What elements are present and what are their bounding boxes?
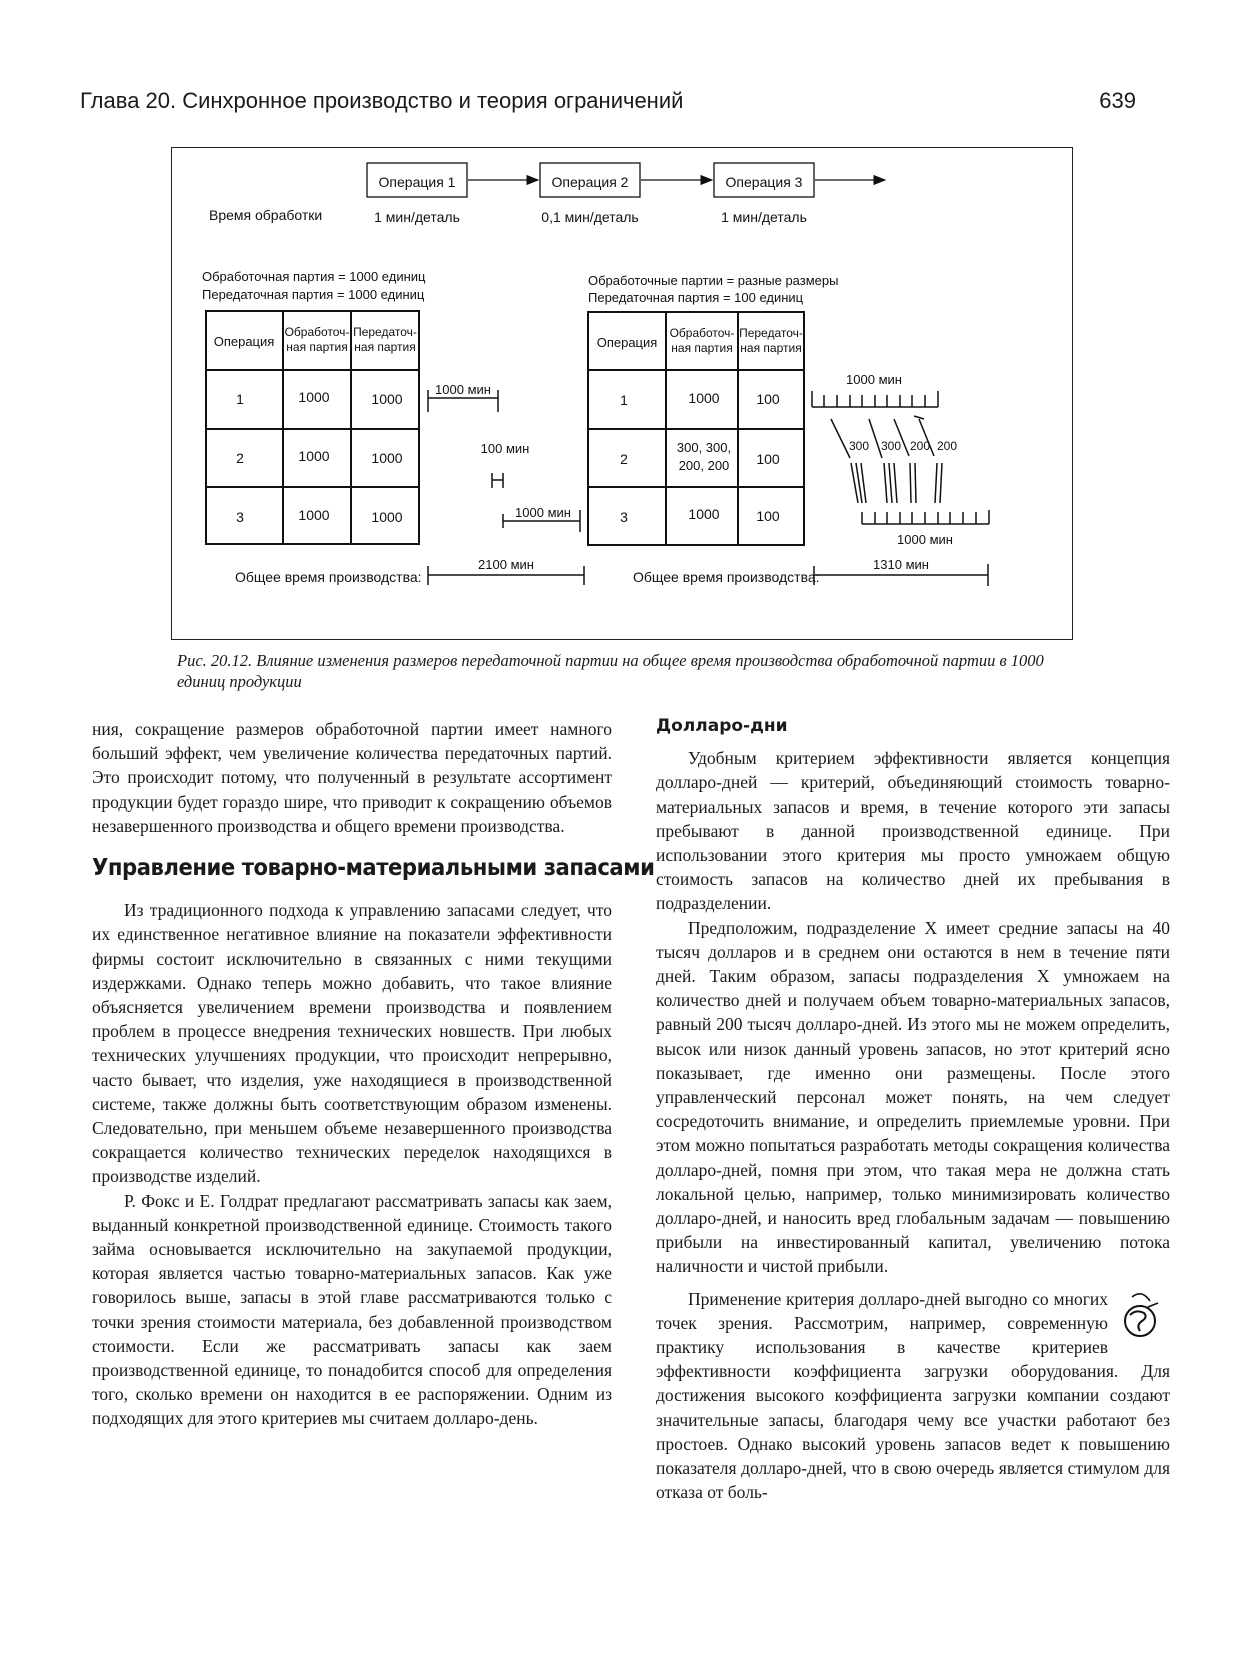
left-row-proc: 1000 xyxy=(298,448,330,464)
left-subtitle-2: Передаточная партия = 1000 единиц xyxy=(202,287,425,302)
right-bottom-comb xyxy=(862,510,989,524)
page-number: 639 xyxy=(1099,88,1136,113)
left-col-proc: Обработоч- xyxy=(284,325,350,339)
paragraph: Применение критерия долларо-дней выгодно со многих точек зрения. Рассмотрим, например, современную практику использования в качестве критериев эффективности коэффициента загрузки оборудования. Для достижения высокого коэффициента загрузки компании создают значительные запасы, благодаря чему все участки работают без простоев. Однако высокий уровень запасов ведет к повышению показателя долларо-дней, что в свою очередь является стимулом для отказа от боль- xyxy=(656,1288,1170,1503)
right-batch-4: 200 xyxy=(936,439,958,453)
right-col-operation: Операция xyxy=(596,335,658,350)
right-row-op: 1 xyxy=(620,392,628,408)
left-subtitle-1: Обработочная партия = 1000 единиц xyxy=(202,269,426,284)
right-row-proc: 300, 300, xyxy=(676,440,732,455)
globe-icon xyxy=(1118,1287,1164,1349)
left-total-label: Общее время производства: xyxy=(235,569,422,585)
right-column xyxy=(656,717,1170,1505)
right-bottom-time: 1000 мин xyxy=(897,532,953,547)
paragraph: Предположим, подразделение X имеет средние запасы на 40 тысяч долларов и в среднем они остаются в нем в течение пяти дней. Таким образом, запасы подразделения X умножаем на количество дней и получаем объем товарно-материальных запасов, равный 200 тысяч долларо-дней. Из этого мы не можем определить, высок или низок данный уровень запасов, но этот критерий ясно показывает, где именно они размещены. После этого управленческий персонал может понять, на чем следует сосредоточить внимание, и определить приемлемые уровни. При этом можно попытаться разработать методы сокращения количества долларо-дней, помня при этом, что такая мера не должна стать локальной целью, например, только минимизировать количество долларо-дней, и наносить вред глобальным задачам — повышению прибыли на инвестированный капитал, увеличению потока наличности и чистой прибыли. xyxy=(656,917,1170,1277)
right-subtitle-2: Передаточная партия = 100 единиц xyxy=(588,290,804,305)
left-row-op: 2 xyxy=(236,450,244,466)
right-row-op: 3 xyxy=(620,509,628,525)
right-row-op: 2 xyxy=(620,451,628,467)
paragraph: Р. Фокс и Е. Голдрат предлагают рассматривать запасы как заем, выданный конкретной производственной единице. Стоимость такого займа основывается исключительно на закупаемой продукции, которая является частью товарно-материальных запасов. Как уже говорилось выше, запасы в этой главе рассматриваются только с точки зрения стоимости материала, без добавленной производством стоимости. Если же рассматривать запасы как заем производственной единице, то понадобится способ для определения того, сколько времени он находится в ее распоряжении. Одним из подходящих для этого критериев мы считаем долларо-день. xyxy=(92,1190,612,1429)
left-time-3: 1000 мин xyxy=(515,505,571,520)
processing-time-3: 1 мин/деталь xyxy=(721,209,807,225)
operation-1-label: Операция 1 xyxy=(378,174,456,190)
right-col-trans: Передаточ- xyxy=(739,326,803,340)
figure-20-12 xyxy=(171,147,1073,640)
left-col-trans: ная партия xyxy=(354,340,416,354)
left-col-proc: ная партия xyxy=(286,340,348,354)
left-col-operation: Операция xyxy=(213,334,275,349)
right-row-proc: 1000 xyxy=(688,506,720,522)
left-total-value: 2100 мин xyxy=(478,557,534,572)
left-column xyxy=(92,717,655,1431)
right-subtitle-1: Обработочные партии = разные размеры xyxy=(588,273,839,288)
right-batch-1: 300 xyxy=(848,439,870,453)
left-row-proc: 1000 xyxy=(298,507,330,523)
left-row-trans: 1000 xyxy=(371,509,403,525)
left-time-1: 1000 мин xyxy=(435,382,491,397)
processing-time-2: 0,1 мин/деталь xyxy=(541,209,639,225)
subsection-heading: Долларо-дни xyxy=(656,716,788,736)
right-total-label: Общее время производства: xyxy=(633,569,820,585)
running-header-title: Глава 20. Синхронное производство и теория ограничений xyxy=(80,88,684,113)
right-batch-2: 300 xyxy=(880,439,902,453)
figure-caption: Рис. 20.12. Влияние изменения размеров передаточной партии на общее время производства обработочной партии в 1000 единиц продукции xyxy=(177,651,1044,691)
left-row-op: 1 xyxy=(236,391,244,407)
left-time-2: 100 мин xyxy=(480,441,530,456)
right-total-value: 1310 мин xyxy=(873,557,929,572)
right-row-trans: 100 xyxy=(756,391,780,407)
right-row-proc: 200, 200 xyxy=(678,458,730,473)
paragraph: ния, сокращение размеров обработочной партии имеет намного больший эффект, чем увеличение количества передаточных партий. Это происходит потому, что полученный в результате ассортимент продукции будет гораздо шире, что приводит к сокращению объемов незавершенного производства и общего времени производства. xyxy=(92,719,612,836)
processing-time-label: Время обработки xyxy=(209,207,323,223)
right-col-proc: ная партия xyxy=(671,341,733,355)
right-row-trans: 100 xyxy=(756,451,780,467)
left-row-op: 3 xyxy=(236,509,244,525)
left-row-trans: 1000 xyxy=(371,450,403,466)
section-heading: Управление товарно-материальными запасами xyxy=(92,855,655,882)
left-row-trans: 1000 xyxy=(371,391,403,407)
right-top-time: 1000 мин xyxy=(846,372,902,387)
paragraph: Удобным критерием эффективности является концепция долларо-дней — критерий, объединяющий стоимость товарно-материальных запасов и время, в течение которого эти запасы пребывают в данной производственной единице. При использовании этого критерия мы просто умножаем общую стоимость запасов на количество дней их пребывания в подразделении. xyxy=(656,748,1170,914)
right-batch-3: 200 xyxy=(909,439,931,453)
right-row-proc: 1000 xyxy=(688,390,720,406)
processing-time-1: 1 мин/деталь xyxy=(374,209,460,225)
right-row-trans: 100 xyxy=(756,508,780,524)
left-col-trans: Передаточ- xyxy=(353,325,417,339)
operation-2-label: Операция 2 xyxy=(551,174,629,190)
left-row-proc: 1000 xyxy=(298,389,330,405)
operation-3-label: Операция 3 xyxy=(725,174,803,190)
right-col-trans: ная партия xyxy=(740,341,802,355)
figure-diagram xyxy=(172,148,1074,641)
paragraph: Из традиционного подхода к управлению запасами следует, что их единственное негативное влияние на показатели эффективности фирмы состоит исключительно в связанных с ними текущими издержками. Однако теперь можно добавить, что такое влияние объясняется увеличением времени производства и появлением проблем в процессе внедрения технических новшеств. При любых технических улучшениях продукции, что происходит непрерывно, часто бывает, что изделия, уже находящиеся в производственной системе, также должны быть соответствующим образом изменены. Следовательно, при меньшем объеме незавершенного производства сокращается количество технических переделок находящихся в производстве изделий. xyxy=(92,900,612,1187)
right-col-proc: Обработоч- xyxy=(669,326,735,340)
